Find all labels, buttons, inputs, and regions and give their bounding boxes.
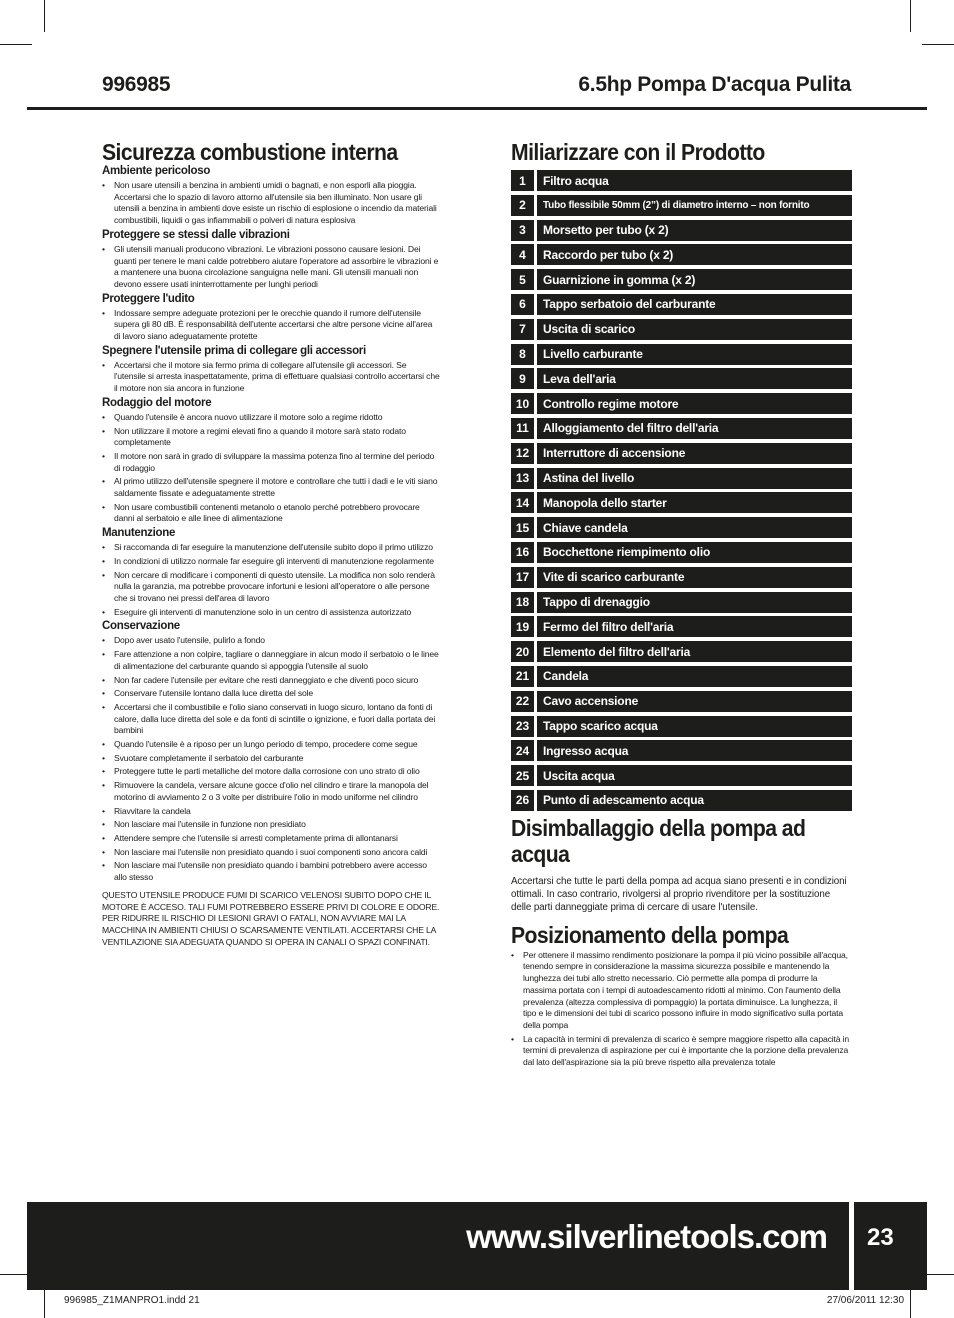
part-name: Elemento del filtro dell'aria bbox=[537, 641, 852, 662]
safety-subheading: Proteggere se stessi dalle vibrazioni bbox=[102, 228, 290, 241]
safety-bullet-list bbox=[102, 244, 440, 291]
part-number: 22 bbox=[511, 691, 534, 712]
safety-bullet: • Non lasciare mai l'utensile non presidiato quando i bambini potrebbero avere accesso allo stesso bbox=[102, 860, 440, 883]
part-number: 26 bbox=[511, 790, 534, 811]
page-number-box bbox=[854, 1202, 927, 1290]
part-row bbox=[511, 170, 852, 191]
part-number: 4 bbox=[511, 244, 534, 265]
part-row bbox=[511, 344, 852, 365]
safety-sections bbox=[102, 165, 440, 884]
part-number: 8 bbox=[511, 344, 534, 365]
part-name: Raccordo per tubo (x 2) bbox=[537, 244, 852, 265]
part-name: Uscita di scarico bbox=[537, 319, 852, 340]
page-number: 23 bbox=[867, 1224, 894, 1251]
part-name: Uscita acqua bbox=[537, 765, 852, 786]
part-row bbox=[511, 244, 852, 265]
safety-bullet-list bbox=[102, 360, 440, 395]
footer-bar bbox=[27, 1202, 849, 1290]
part-row bbox=[511, 517, 852, 538]
safety-bullet-list bbox=[102, 635, 440, 883]
part-number: 23 bbox=[511, 716, 534, 737]
safety-bullet: • Accertarsi che il motore sia fermo prima di collegare all'utensile gli accessori. Se l'utensile si arresta inaspettatamente, prima di effettuare qualsiasi controllo accertarsi che il motore non sia ancora in funzione bbox=[102, 360, 440, 395]
part-row bbox=[511, 666, 852, 687]
part-number: 12 bbox=[511, 443, 534, 464]
part-number: 16 bbox=[511, 542, 534, 563]
part-row bbox=[511, 418, 852, 439]
safety-bullet: • Proteggere tutte le parti metalliche del motore dalla corrosione con uno strato di olio bbox=[102, 766, 440, 778]
safety-section-title: Sicurezza combustione interna bbox=[102, 139, 398, 165]
exhaust-warning: QUESTO UTENSILE PRODUCE FUMI DI SCARICO VELENOSI SUBITO DOPO CHE IL MOTORE È ACCESO. TALI FUMI POTREBBERO ESSERE PRIVI DI COLORE E ODORE. PER RIDURRE IL RISCHIO DI LESIONI GRAVI O FATALI, NON AVVIARE MAI LA MACCHINA IN AMBIENTI CHIUSI O SCARSAMENTE VENTILATI. ACCERTARSI CHE LA VENTILAZIONE SIA ADEGUATA QUANDO SI OPERA IN CANALI O SPAZI CONFINATI. bbox=[102, 889, 440, 947]
safety-bullet: • Non usare utensili a benzina in ambienti umidi o bagnati, e non esporli alla pioggia. Accertarsi che lo spazio di lavoro attorno all'utensile sia ben illuminato. Non usare gli utensili a benzina in ambienti dove esiste un rischio di esplosione o incendio da materiali combustibili, liquidi o gas infiammabili o polveri di natura esplosiva bbox=[102, 180, 440, 227]
part-row bbox=[511, 368, 852, 389]
crop-mark bbox=[0, 44, 32, 45]
safety-bullet: • Si raccomanda di far eseguire la manutenzione dell'utensile subito dopo il primo utilizzo bbox=[102, 542, 440, 554]
safety-subheading: Ambiente pericoloso bbox=[102, 165, 211, 177]
part-row bbox=[511, 294, 852, 315]
part-row bbox=[511, 567, 852, 588]
part-row bbox=[511, 220, 852, 241]
safety-bullet: • Quando l'utensile è a riposo per un lungo periodo di tempo, procedere come segue bbox=[102, 739, 440, 751]
part-number: 9 bbox=[511, 368, 534, 389]
safety-bullet-list bbox=[102, 180, 440, 227]
safety-bullet: • Al primo utilizzo dell'utensile spegnere il motore e controllare che tutti i dadi e le viti siano saldamente fissate e adeguatamente strette bbox=[102, 476, 440, 499]
part-row bbox=[511, 195, 852, 216]
part-number: 20 bbox=[511, 641, 534, 662]
part-name: Tappo scarico acqua bbox=[537, 716, 852, 737]
part-row bbox=[511, 542, 852, 563]
part-row bbox=[511, 765, 852, 786]
part-name: Livello carburante bbox=[537, 344, 852, 365]
part-name: Leva dell'aria bbox=[537, 368, 852, 389]
part-name: Fermo del filtro dell'aria bbox=[537, 616, 852, 637]
part-name: Ingresso acqua bbox=[537, 740, 852, 761]
safety-bullet: • Non lasciare mai l'utensile non presidiato quando i suoi componenti sono ancora caldi bbox=[102, 847, 440, 859]
part-name: Tappo di drenaggio bbox=[537, 592, 852, 613]
safety-bullet: • Gli utensili manuali producono vibrazioni. Le vibrazioni possono causare lesioni. Dei guanti per tenere le mani calde potrebbero aiutare l'operatore ad assorbire le vibrazioni e a mantenere una buona circolazione sanguigna nelle mani. Gli utensili manuali non devono essere usati ininterrottamente per lunghi periodi bbox=[102, 244, 440, 291]
part-row bbox=[511, 691, 852, 712]
safety-bullet: • Non lasciare mai l'utensile in funzione non presidiato bbox=[102, 819, 440, 831]
part-number: 1 bbox=[511, 170, 534, 191]
part-number: 14 bbox=[511, 492, 534, 513]
part-row bbox=[511, 393, 852, 414]
part-number: 10 bbox=[511, 393, 534, 414]
part-name: Manopola dello starter bbox=[537, 492, 852, 513]
part-number: 17 bbox=[511, 567, 534, 588]
part-name: Alloggiamento del filtro dell'aria bbox=[537, 418, 852, 439]
part-name: Filtro acqua bbox=[537, 170, 852, 191]
part-row bbox=[511, 740, 852, 761]
safety-bullet: • Fare attenzione a non colpire, tagliare o danneggiare in alcun modo il serbatoio o le linee di alimentazione del carburante quando si appoggia l'utensile al suolo bbox=[102, 649, 440, 672]
part-row bbox=[511, 468, 852, 489]
crop-mark bbox=[910, 1286, 911, 1318]
safety-bullet: • Conservare l'utensile lontano dalla luce diretta del sole bbox=[102, 688, 440, 700]
part-name: Punto di adescamento acqua bbox=[537, 790, 852, 811]
part-name: Bocchettone riempimento olio bbox=[537, 542, 852, 563]
part-row bbox=[511, 269, 852, 290]
part-name: Vite di scarico carburante bbox=[537, 567, 852, 588]
position-bullet: • Per ottenere il massimo rendimento posizionare la pompa il più vicino possibile all'acqua, tenendo sempre in considerazione la massima sicurezza possibile e mantenendo la lunghezza dei tubi allo stretto necessario. Ciò permette alla pompa di produrre la massima portata con i tempi di autoadescamento ridotti al minimo. Con l'aumento della prevalenza (altezza complessiva di pompaggio) la portata diminuisce. La lunghezza, il tipo e le dimensioni dei tubi di scarico possono influire in modo significativo sulla portata della pompa bbox=[511, 950, 852, 1032]
position-bullets bbox=[511, 950, 852, 1069]
part-row bbox=[511, 492, 852, 513]
page-title: 6.5hp Pompa D'acqua Pulita bbox=[578, 73, 851, 96]
safety-bullet: • Accertarsi che il combustibile e l'olio siano conservati in luogo sicuro, lontano da fonti di calore, dalla luce diretta del sole e da fonti di scintille o ignizione, e fuori dalla portata dei bambini bbox=[102, 702, 440, 737]
part-row bbox=[511, 790, 852, 811]
position-section-title: Posizionamento della pompa bbox=[511, 921, 789, 948]
unpack-section-title: Disimballaggio della pompa ad acqua bbox=[511, 814, 806, 867]
safety-bullet-list bbox=[102, 308, 440, 343]
safety-bullet: • Non utilizzare il motore a regimi elevati fino a quando il motore sarà stato rodato completamente bbox=[102, 426, 440, 449]
part-number: 13 bbox=[511, 468, 534, 489]
safety-bullet: • Riavvitare la candela bbox=[102, 806, 440, 818]
safety-bullet-list bbox=[102, 542, 440, 618]
unpack-paragraph: Accertarsi che tutte le parti della pompa ad acqua siano presenti e in condizioni ottimali. In caso contrario, rivolgersi al proprio rivenditore per la sostituzione delle parti danneggiate prima di cercare di usare l'utensile. bbox=[511, 875, 847, 913]
part-number: 5 bbox=[511, 269, 534, 290]
safety-bullet: • Non far cadere l'utensile per evitare che resti danneggiato e che diventi poco sicuro bbox=[102, 675, 440, 687]
part-number: 11 bbox=[511, 418, 534, 439]
part-number: 15 bbox=[511, 517, 534, 538]
part-number: 24 bbox=[511, 740, 534, 761]
product-column bbox=[511, 139, 852, 1071]
safety-bullet: • Dopo aver usato l'utensile, pulirlo a fondo bbox=[102, 635, 440, 647]
safety-bullet: • In condizioni di utilizzo normale far eseguire gli interventi di manutenzione regolarmente bbox=[102, 556, 440, 568]
part-row bbox=[511, 641, 852, 662]
product-code: 996985 bbox=[102, 73, 171, 96]
part-name: Tappo serbatoio del carburante bbox=[537, 294, 852, 315]
safety-bullet-list bbox=[102, 412, 440, 525]
crop-mark bbox=[922, 44, 954, 45]
safety-subheading: Manutenzione bbox=[102, 527, 176, 540]
part-number: 2 bbox=[511, 195, 534, 216]
safety-bullet: • Rimuovere la candela, versare alcune gocce d'olio nel cilindro e tirare la manopola del motorino di avviamento 2 o 3 volte per distribuire l'olio in modo uniforme nel cilindro bbox=[102, 780, 440, 803]
safety-subheading: Proteggere l'udito bbox=[102, 292, 195, 305]
parts-section-title: Miliarizzare con il Prodotto bbox=[511, 139, 765, 165]
part-name: Astina del livello bbox=[537, 468, 852, 489]
safety-column bbox=[102, 139, 440, 949]
parts-list bbox=[511, 170, 852, 811]
header-divider bbox=[27, 107, 927, 110]
date-slug: 27/06/2011 12:30 bbox=[826, 1295, 904, 1306]
part-name: Interruttore di accensione bbox=[537, 443, 852, 464]
crop-mark bbox=[910, 0, 911, 32]
crop-mark bbox=[44, 1286, 45, 1318]
part-row bbox=[511, 616, 852, 637]
part-name: Controllo regime motore bbox=[537, 393, 852, 414]
part-row bbox=[511, 319, 852, 340]
part-number: 7 bbox=[511, 319, 534, 340]
part-name: Chiave candela bbox=[537, 517, 852, 538]
part-row bbox=[511, 592, 852, 613]
safety-subheading: Spegnere l'utensile prima di collegare gli accessori bbox=[102, 344, 366, 357]
part-number: 21 bbox=[511, 666, 534, 687]
safety-bullet: • Eseguire gli interventi di manutenzione solo in un centro di assistenza autorizzato bbox=[102, 607, 440, 619]
part-name: Cavo accensione bbox=[537, 691, 852, 712]
part-name: Tubo flessibile 50mm (2”) di diametro interno – non fornito bbox=[537, 195, 852, 216]
part-row bbox=[511, 716, 852, 737]
safety-bullet: • Il motore non sarà in grado di sviluppare la massima potenza fino al termine del periodo di rodaggio bbox=[102, 451, 440, 474]
safety-bullet: • Non cercare di modificare i componenti di questo utensile. La modifica non solo renderà nulla la garanzia, ma potrebbe provocare infortuni e lesioni all'operatore o alle persone che si trovano nei pressi dell'area di lavoro bbox=[102, 570, 440, 605]
part-number: 6 bbox=[511, 294, 534, 315]
safety-bullet: • Attendere sempre che l'utensile si arresti completamente prima di allontanarsi bbox=[102, 833, 440, 845]
safety-subheading: Conservazione bbox=[102, 620, 180, 633]
part-name: Guarnizione in gomma (x 2) bbox=[537, 269, 852, 290]
part-number: 3 bbox=[511, 220, 534, 241]
part-number: 19 bbox=[511, 616, 534, 637]
crop-mark bbox=[44, 0, 45, 32]
part-name: Morsetto per tubo (x 2) bbox=[537, 220, 852, 241]
part-name: Candela bbox=[537, 666, 852, 687]
file-slug: 996985_Z1MANPRO1.indd 21 bbox=[64, 1295, 200, 1306]
safety-subheading: Rodaggio del motore bbox=[102, 396, 212, 409]
part-number: 25 bbox=[511, 765, 534, 786]
safety-bullet: • Indossare sempre adeguate protezioni per le orecchie quando il rumore dell'utensile supera gli 80 dB. È responsabilità dell'utente accertarsi che altre persone vicine all'area di lavoro siano adeguatamente protette bbox=[102, 308, 440, 343]
safety-bullet: • Non usare combustibili contenenti metanolo o etanolo perché potrebbero provocare danni al serbatoio e alle linee di alimentazione bbox=[102, 502, 440, 525]
part-number: 18 bbox=[511, 592, 534, 613]
position-bullet: • La capacità in termini di prevalenza di scarico è sempre maggiore rispetto alla capacità in termini di prevalenza di aspirazione per cui è importante che la porzione della prevalenza dal lato dell'aspirazione sia la più breve rispetto alla prevalenza totale bbox=[511, 1034, 852, 1069]
website-link[interactable]: www.silverlinetools.com bbox=[466, 1218, 827, 1255]
safety-bullet: • Svuotare completamente il serbatoio del carburante bbox=[102, 753, 440, 765]
part-row bbox=[511, 443, 852, 464]
safety-bullet: • Quando l'utensile è ancora nuovo utilizzare il motore solo a regime ridotto bbox=[102, 412, 440, 424]
